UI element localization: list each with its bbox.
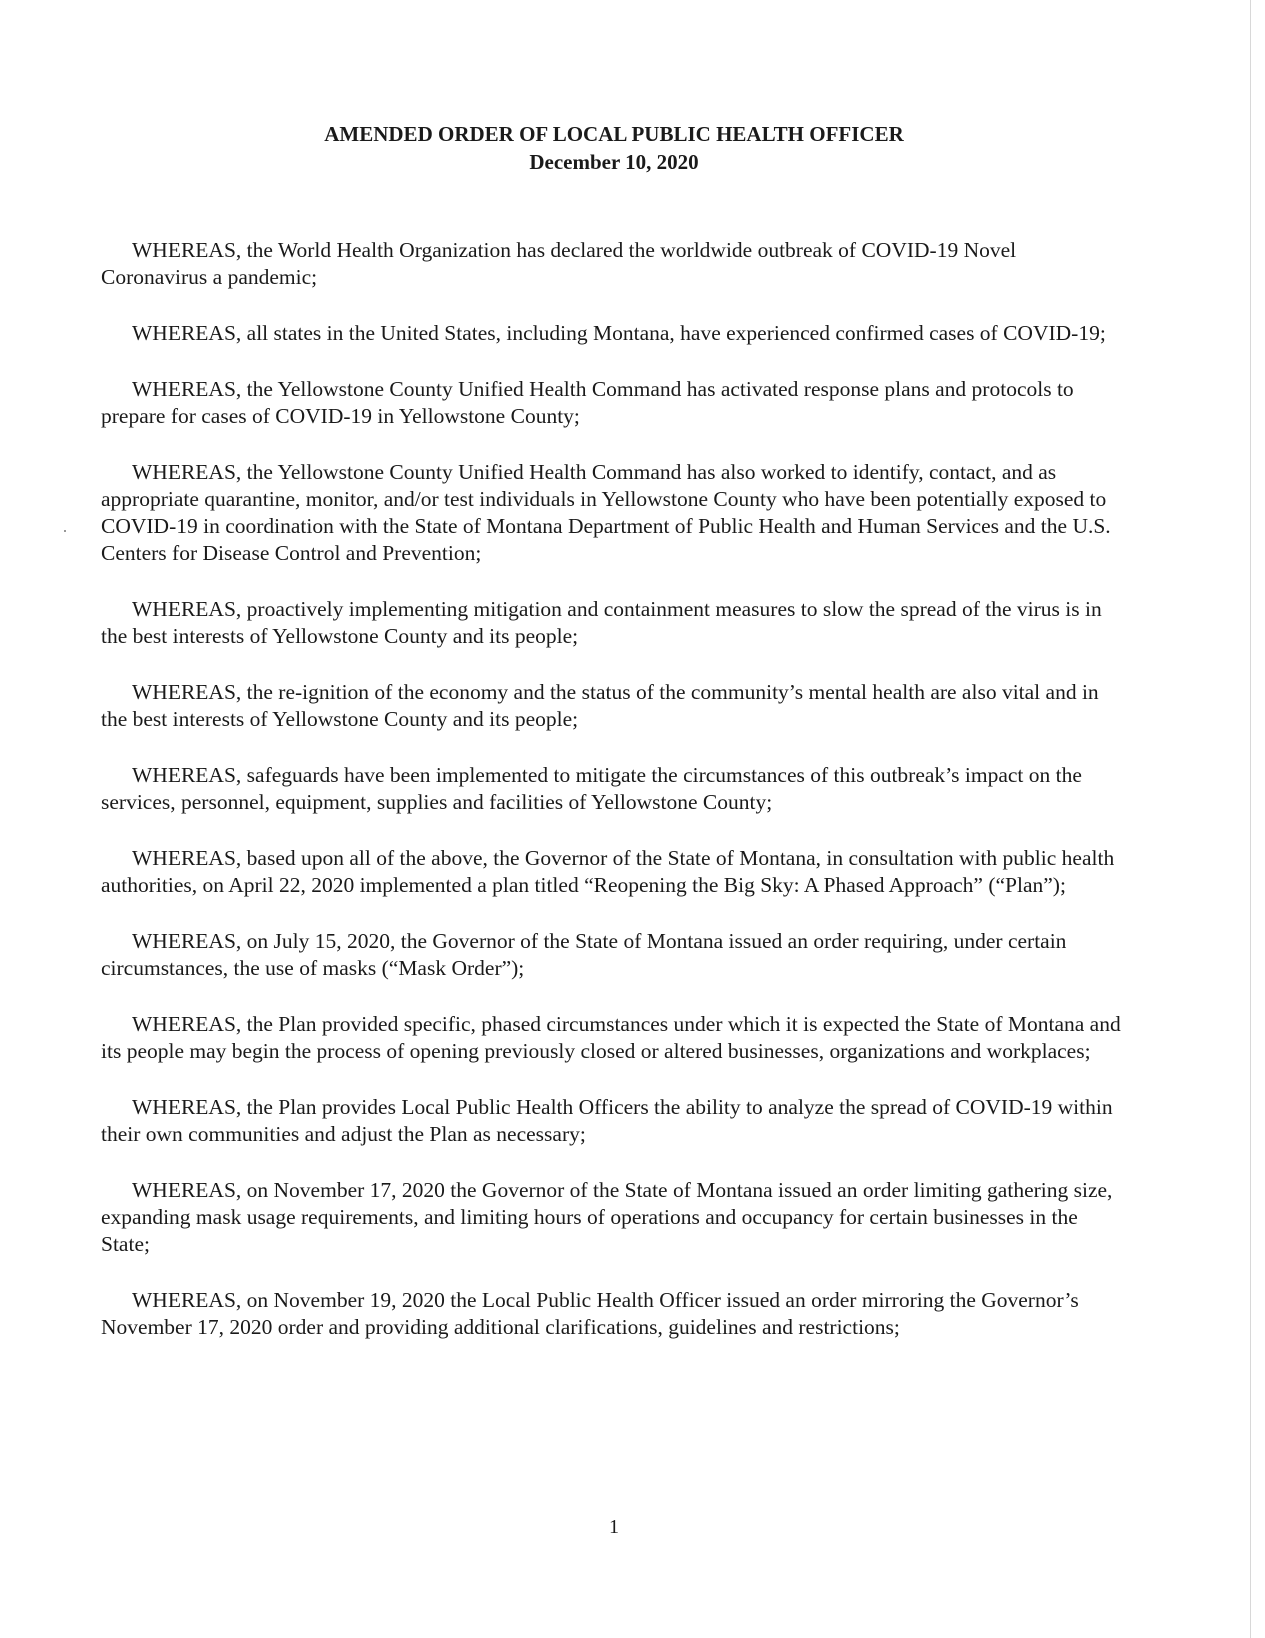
whereas-clause-9: WHEREAS, on July 15, 2020, the Governor of the State of Montana issued an order requiring, under certain circumstances, the use of masks (“Mask Order”); (101, 929, 1067, 980)
whereas-clause-8: WHEREAS, based upon all of the above, the Governor of the State of Montana, in consultation with public health authorities, on April 22, 2020 implemented a plan titled “Reopening the Big Sky: A Phased Approach” (“Plan”); (101, 846, 1115, 897)
whereas-clause-2: WHEREAS, all states in the United States, including Montana, have experienced confirmed cases of COVID-19; (132, 321, 1106, 345)
document-date: December 10, 2020 (529, 150, 699, 174)
document-header (0, 120, 1228, 176)
whereas-clause-1: WHEREAS, the World Health Organization has declared the worldwide outbreak of COVID-19 Novel Coronavirus a pandemic; (101, 238, 1017, 289)
whereas-clause-6: WHEREAS, the re-ignition of the economy and the status of the community’s mental health are also vital and in the best interests of Yellowstone County and its people; (101, 680, 1099, 731)
whereas-clause-4: WHEREAS, the Yellowstone County Unified Health Command has also worked to identify, contact, and as appropriate quarantine, monitor, and/or test individuals in Yellowstone County who have been potentially exposed to COVID-19 in coordination with the State of Montana Department of Public Health and Human Services and the U.S. Centers for Disease Control and Prevention; (101, 460, 1111, 565)
whereas-clause-10: WHEREAS, the Plan provided specific, phased circumstances under which it is expected the State of Montana and its people may begin the process of opening previously closed or altered businesses, organizations and workplaces; (101, 1012, 1121, 1063)
whereas-clause-3: WHEREAS, the Yellowstone County Unified Health Command has activated response plans and protocols to prepare for cases of COVID-19 in Yellowstone County; (101, 377, 1074, 428)
whereas-clause-13: WHEREAS, on November 19, 2020 the Local Public Health Officer issued an order mirroring the Governor’s November 17, 2020 order and providing additional clarifications, guidelines and restrictions; (101, 1288, 1079, 1339)
whereas-clause-11: WHEREAS, the Plan provides Local Public Health Officers the ability to analyze the spread of COVID-19 within their own communities and adjust the Plan as necessary; (101, 1095, 1113, 1146)
whereas-clause-5: WHEREAS, proactively implementing mitigation and containment measures to slow the spread of the virus is in the best interests of Yellowstone County and its people; (101, 597, 1102, 648)
whereas-clause-7: WHEREAS, safeguards have been implemented to mitigate the circumstances of this outbreak’s impact on the services, personnel, equipment, supplies and facilities of Yellowstone County; (101, 763, 1082, 814)
document-body (101, 237, 1121, 1370)
scan-edge-line (1250, 0, 1251, 1638)
document-title: AMENDED ORDER OF LOCAL PUBLIC HEALTH OFFICER (324, 122, 904, 146)
page-number: 1 (609, 1516, 619, 1538)
scan-speck (64, 530, 66, 532)
whereas-clause-12: WHEREAS, on November 17, 2020 the Governor of the State of Montana issued an order limiting gathering size, expanding mask usage requirements, and limiting hours of operations and occupancy for certain businesses in the State; (101, 1178, 1113, 1256)
